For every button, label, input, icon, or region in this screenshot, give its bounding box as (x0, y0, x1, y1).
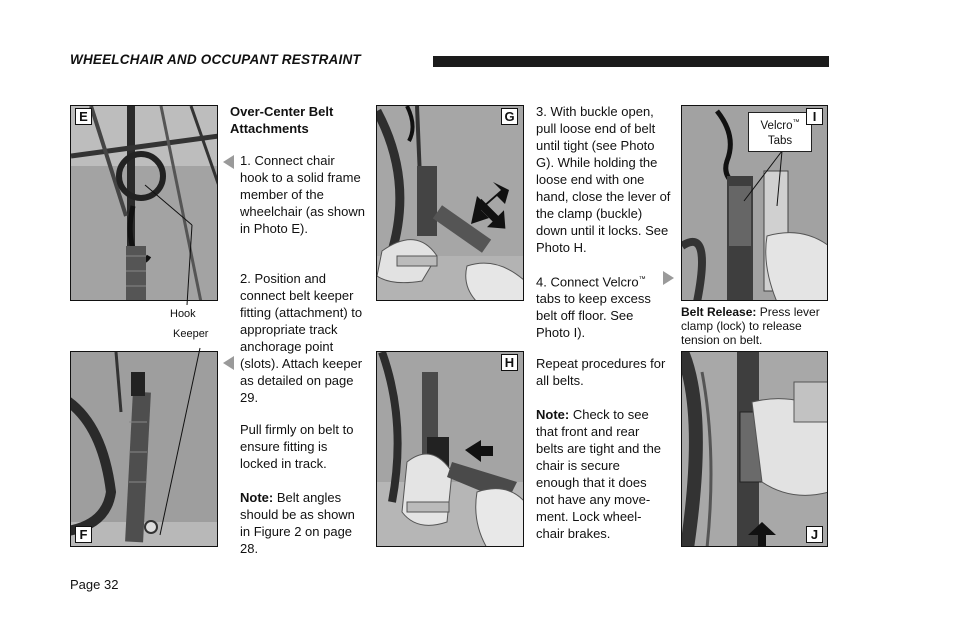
note1-text: Belt angles should be as shown in Figure 2 on page 28. (240, 490, 355, 556)
step2-text: 2. Position and connect belt keeper fitting (attachment) to appropriate track anchorage point (slots). Attach keeper as detailed on page 29. (240, 271, 363, 405)
photo-j-tag: J (806, 526, 823, 543)
note1 (240, 489, 368, 557)
step2-marker (223, 356, 234, 370)
photo-h-tag: H (501, 354, 518, 371)
step4-tm: ™ (638, 276, 646, 283)
photo-g (376, 105, 524, 301)
page-number: Page 32 (70, 577, 119, 592)
section-title: WHEELCHAIR AND OCCUPANT RESTRAINT (70, 52, 361, 67)
belt-release-label: Belt Release: (681, 305, 757, 319)
step3-text: 3. With buckle open, pull loose end of belt until tight (see Photo G). While holding the loose end with one hand, close the lever of the clamp (buckle) down until it locks. See Photo H. (536, 104, 671, 255)
repeat-text: Repeat procedures for all belts. (536, 356, 666, 388)
step4-part-a: 4. Connect Velcro (536, 274, 639, 290)
title-bar (433, 56, 829, 67)
photo-h (376, 351, 524, 547)
step1-marker (223, 155, 234, 169)
photo-f-tag: F (75, 526, 92, 543)
callout-lines (140, 180, 230, 540)
photo-i (681, 105, 828, 301)
photo-e-tag: E (75, 108, 92, 125)
belt-release-caption (681, 305, 831, 347)
step1-text: 1. Connect chair hook to a solid frame member of the wheelchair (as shown in Photo E). (240, 153, 366, 236)
hook-label: Hook (170, 308, 196, 320)
photo-i-tag: I (806, 108, 823, 125)
step4-text (536, 271, 666, 341)
velcro-callout-line1: Velcro (760, 119, 793, 132)
velcro-tabs-callout (748, 112, 812, 152)
photo-j (681, 351, 828, 547)
note2 (536, 406, 666, 542)
velcro-callout-tm: ™ (792, 119, 800, 126)
belt-release-text: Press lever clamp (lock) to release tension on belt. (681, 305, 820, 347)
note2-text: Check to see that front and rear belts are tight and the chair is secure enough that it does not have any move-ment. Lock wheel-chair brakes. (536, 407, 662, 541)
photo-g-tag: G (501, 108, 518, 125)
keeper-label: Keeper (173, 328, 209, 340)
pull-text: Pull firmly on belt to ensure fitting is locked in track. (240, 422, 354, 471)
step4-part-b: tabs to keep excess belt off floor. See Photo I). (536, 291, 651, 341)
step4-marker (663, 271, 674, 285)
velcro-callout-line2: Tabs (767, 134, 793, 147)
attachments-heading: Over-Center Belt Attachments (230, 104, 334, 136)
note1-label: Note: (240, 490, 274, 505)
note2-label: Note: (536, 407, 570, 422)
